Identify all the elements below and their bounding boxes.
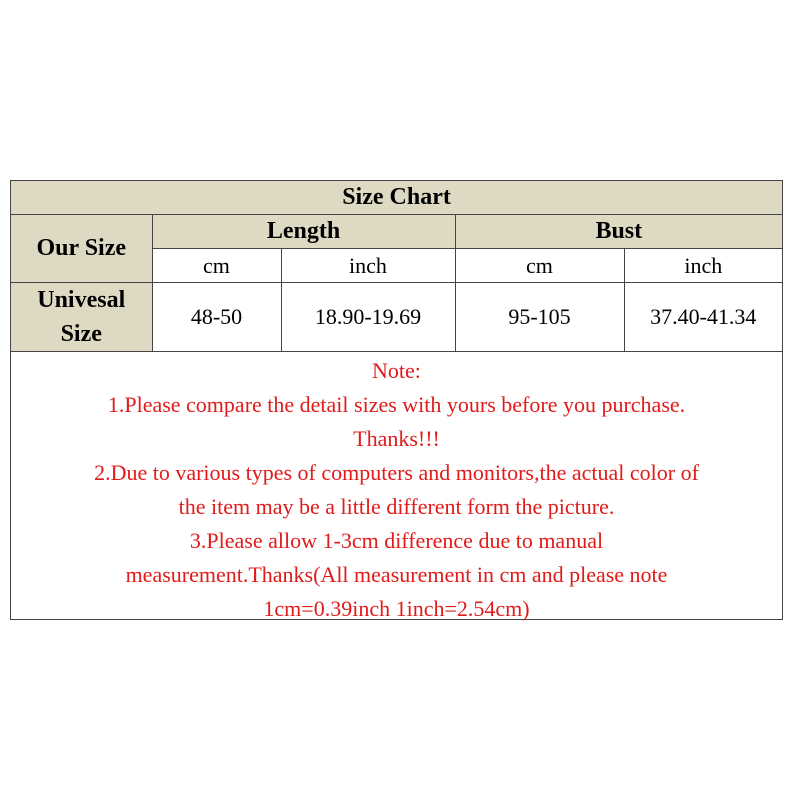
note-line: 3.Please allow 1-3cm difference due to manual bbox=[189, 528, 604, 553]
note-line: measurement.Thanks(All measurement in cm and please note bbox=[125, 562, 668, 587]
length-cm-header: cm bbox=[152, 249, 281, 283]
size-label-line2: Size bbox=[60, 321, 102, 347]
notes-heading: Note: bbox=[372, 358, 421, 383]
note-line: 1.Please compare the detail sizes with yours before you purchase. bbox=[107, 392, 686, 417]
note-line: 1cm=0.39inch 1inch=2.54cm) bbox=[263, 596, 530, 621]
size-label-cell bbox=[11, 283, 152, 352]
note-line: 2.Due to various types of computers and monitors,the actual color of bbox=[94, 460, 699, 485]
length-header: Length bbox=[152, 215, 455, 249]
length-inch-value: 18.90-19.69 bbox=[281, 283, 455, 352]
note-line: Thanks!!! bbox=[353, 426, 440, 451]
bust-cm-header: cm bbox=[455, 249, 624, 283]
notes-section bbox=[11, 352, 782, 626]
bust-inch-header: inch bbox=[624, 249, 782, 283]
chart-title: Size Chart bbox=[11, 181, 782, 215]
size-chart bbox=[10, 180, 783, 620]
size-label-line1: Univesal bbox=[37, 287, 126, 313]
bust-cm-value: 95-105 bbox=[455, 283, 624, 352]
size-chart-table bbox=[11, 181, 782, 352]
length-cm-value: 48-50 bbox=[152, 283, 281, 352]
bust-inch-value: 37.40-41.34 bbox=[624, 283, 782, 352]
table-row bbox=[11, 283, 782, 352]
length-inch-header: inch bbox=[281, 249, 455, 283]
note-line: the item may be a little different form the picture. bbox=[178, 494, 615, 519]
bust-header: Bust bbox=[455, 215, 782, 249]
our-size-header: Our Size bbox=[11, 215, 152, 283]
